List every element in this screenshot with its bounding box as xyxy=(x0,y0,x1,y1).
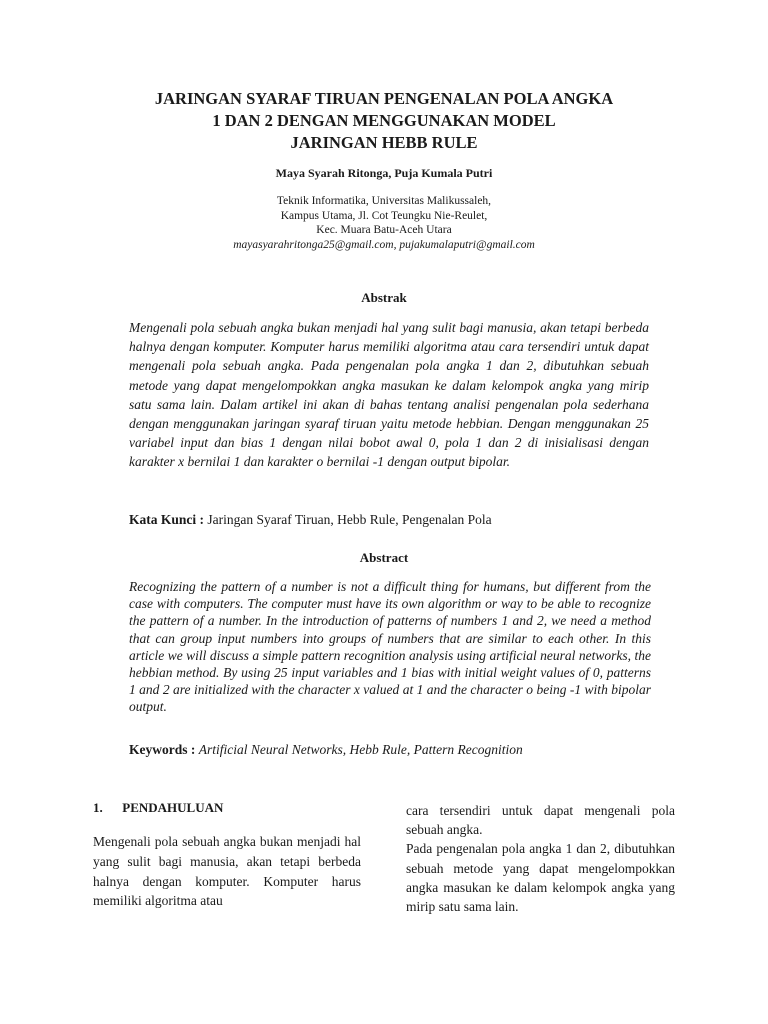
abstract-text: Recognizing the pattern of a number is not a difficult thing for humans, but different from the case with computers. The computer must have its own algorithm or way to be able to recognize the pattern of a number. In the introduction of patterns of numbers 1 and 2, we need a method that can group input numbers into groups of numbers that are similar to each other. In this article we will discuss a simple pattern recognition analysis using artificial neural networks, the hebbian method. By using 25 input variables and 1 bias with initial weight values of 0, patterns 1 and 2 are initialized with the character x valued at 1 and the character o being -1 with bipolar output. xyxy=(129,579,651,715)
author-emails: mayasyarahritonga25@gmail.com, pujakumalaputri@gmail.com xyxy=(233,238,535,251)
kata-kunci-text: Jaringan Syaraf Tiruan, Hebb Rule, Pengenalan Pola xyxy=(207,512,492,527)
kata-kunci xyxy=(129,512,689,528)
paper-title xyxy=(84,88,684,154)
abstract-heading: Abstract xyxy=(359,550,409,565)
affiliation-line: Kampus Utama, Jl. Cot Teungku Nie-Reulet, xyxy=(280,209,488,222)
abstrak-heading: Abstrak xyxy=(361,290,407,305)
author-list: Maya Syarah Ritonga, Puja Kumala Putri xyxy=(275,166,493,180)
section-title: PENDAHULUAN xyxy=(122,800,224,815)
title-line: 1 DAN 2 DENGAN MENGGUNAKAN MODEL xyxy=(212,111,556,130)
affiliation-line: Kec. Muara Batu-Aceh Utara xyxy=(316,224,452,236)
section-number: 1. xyxy=(93,800,103,815)
keywords-label: Keywords : xyxy=(129,742,196,757)
keywords xyxy=(129,742,689,758)
paragraph: cara tersendiri untuk dapat mengenali pola sebuah angka. xyxy=(406,803,675,838)
affiliation xyxy=(84,194,684,252)
title-line: JARINGAN HEBB RULE xyxy=(290,133,478,152)
abstrak-text: Mengenali pola sebuah angka bukan menjadi hal yang sulit bagi manusia, akan tetapi berbeda halnya dengan komputer. Komputer harus memiliki algoritma atau cara tersendiri untuk dapat mengenali pola sebuah angka. Pada pengenalan pola angka 1 dan 2, dibutuhkan sebuah metode yang dapat mengelompokkan angka masukan ke dalam kelompok angka yang mirip satu sama lain. Dalam artikel ini akan di bahas tentang analisi pengenalan pola sederhana dengan menggunakan jaringan syaraf tiruan yaitu metode hebbian. Dengan menggunakan 25 variabel input dan bias 1 dengan nilai bobot awal 0, pola 1 dan 2 di inisialisasi dengan karakter x bernilai 1 dan karakter o bernilai -1 dengan output bipolar. xyxy=(129,320,649,470)
affiliation-line: Teknik Informatika, Universitas Malikussaleh, xyxy=(276,195,492,207)
left-column-text: Mengenali pola sebuah angka bukan menjadi hal yang sulit bagi manusia, akan tetapi berbeda halnya dengan komputer. Komputer harus memiliki algoritma atau xyxy=(93,834,361,909)
title-line: JARINGAN SYARAF TIRUAN PENGENALAN POLA ANGKA xyxy=(154,89,614,108)
section-heading xyxy=(93,800,223,816)
paragraph: Pada pengenalan pola angka 1 dan 2, dibutuhkan sebuah metode yang dapat mengelompokkan angka masukan ke dalam kelompok angka yang mirip satu sama lain. xyxy=(406,841,675,915)
right-column xyxy=(406,801,675,916)
keywords-text: Artificial Neural Networks, Hebb Rule, Pattern Recognition xyxy=(198,742,523,757)
kata-kunci-label: Kata Kunci : xyxy=(129,512,205,527)
